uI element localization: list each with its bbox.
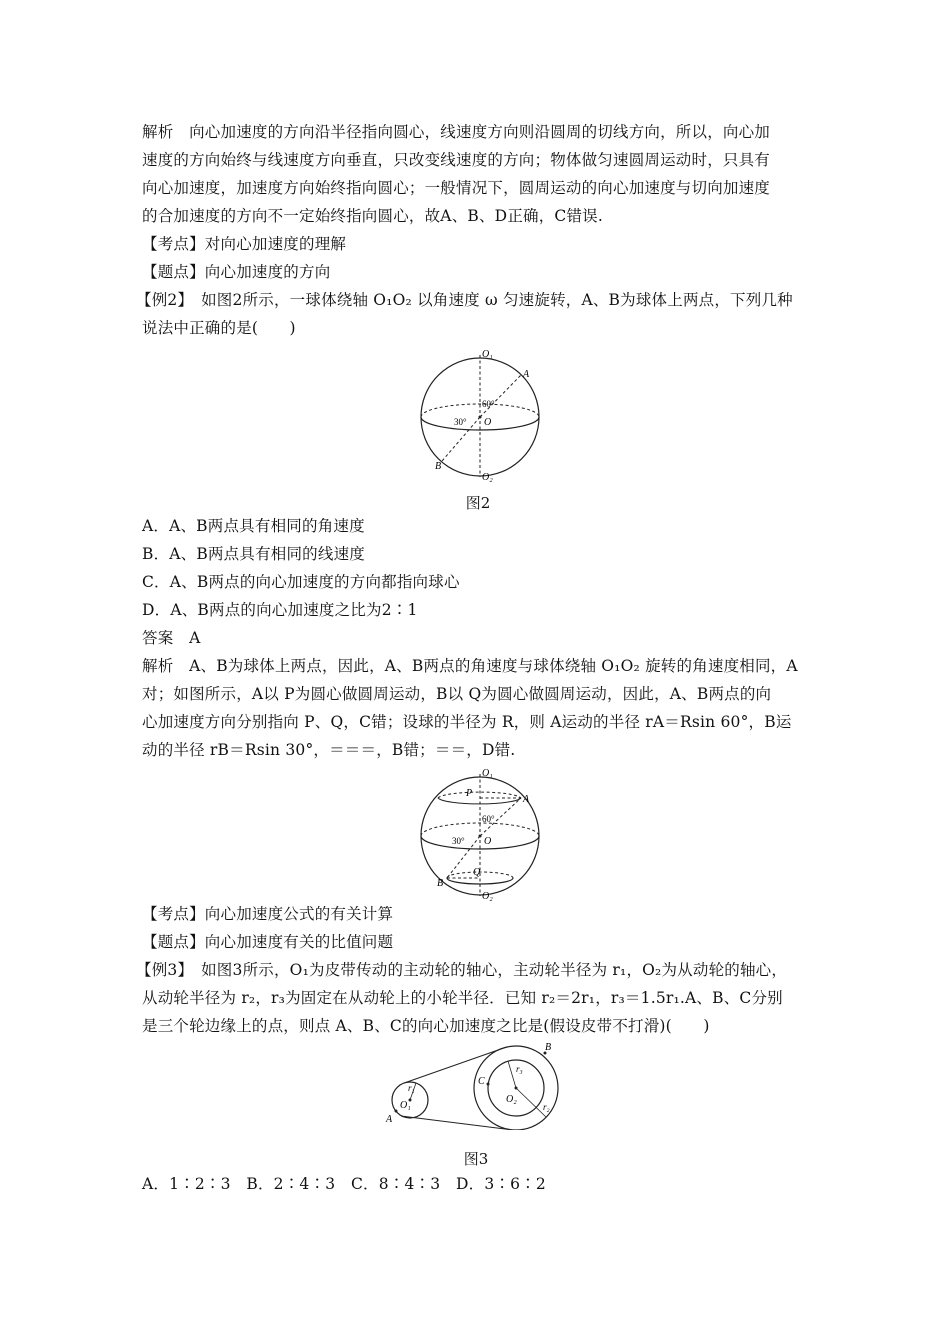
analysis1-line-4: 的合加速度的方向不一定始终指向圆心，故A、B、D正确，C错误. <box>142 207 603 225</box>
analysis1-line-2: 速度的方向始终与线速度方向垂直，只改变线速度的方向；物体做匀速圆周运动时，只具有 <box>142 151 771 169</box>
fig2-label-b: B <box>435 461 442 472</box>
fig2-label-o1: O₁ <box>482 349 493 360</box>
figure-2-analysis-sphere <box>410 764 550 902</box>
example2-answer: 答案 A <box>142 629 201 647</box>
fig2a-label-p: P <box>466 788 473 799</box>
example2-question-line-2: 说法中正确的是( ) <box>142 319 296 337</box>
fig2a-label-q: Q <box>473 867 481 878</box>
example2-analysis-line-2: 对；如图所示，A以 P为圆心做圆周运动，B以 Q为圆心做圆周运动，因此，A、B两点的向 <box>142 685 772 703</box>
figure-2-sphere <box>410 345 550 483</box>
example2-analysis-line-3: 心加速度方向分别指向 P、Q，C错；设球的半径为 R，则 A运动的半径 rA＝Rsin 60°，B运 <box>142 713 792 731</box>
fig2a-label-o: O <box>484 836 492 847</box>
fig3-label-o2: O₂ <box>506 1094 517 1105</box>
example3-options: A．1∶2∶3 B．2∶4∶3 C．8∶4∶3 D．3∶6∶2 <box>142 1175 546 1193</box>
fig3-label-a: A <box>386 1114 393 1125</box>
fig2-label-30deg: 30° <box>454 417 467 427</box>
example2-analysis-line-4: 动的半径 rB＝Rsin 30°，＝＝＝，B错；＝＝，D错. <box>142 741 516 759</box>
example3-question-line-2: 从动轮半径为 r₂，r₃为固定在从动轮上的小轮半径．已知 r₂＝2r₁，r₃＝1.5r₁.A、B、C分别 <box>142 989 783 1007</box>
figure-3-caption: 图3 <box>463 1150 489 1168</box>
analysis1-line-3: 向心加速度，加速度方向始终指向圆心；一般情况下，圆周运动的向心加速度与切向加速度 <box>142 179 771 197</box>
fig2-label-60deg: 60° <box>482 399 495 409</box>
fig2-label-o: O <box>484 417 492 428</box>
tidian-1: 【题点】向心加速度的方向 <box>142 263 331 281</box>
kaodian-2: 【考点】向心加速度公式的有关计算 <box>142 905 394 923</box>
example2-option-a: A．A、B两点具有相同的角速度 <box>142 517 365 535</box>
example3-question-line-3: 是三个轮边缘上的点，则点 A、B、C的向心加速度之比是(假设皮带不打滑)( ) <box>142 1017 710 1035</box>
fig2a-label-60deg: 60° <box>482 814 495 824</box>
fig3-label-o1: O₁ <box>400 1100 411 1111</box>
example2-option-b: B．A、B两点具有相同的线速度 <box>142 545 365 563</box>
fig2a-label-b: B <box>437 878 444 889</box>
figure-3-pulleys <box>380 1040 570 1130</box>
example2-option-c: C．A、B两点的向心加速度的方向都指向球心 <box>142 573 460 591</box>
analysis1-line-1: 解析 向心加速度的方向沿半径指向圆心，线速度方向则沿圆周的切线方向，所以，向心加 <box>142 123 771 141</box>
fig2a-label-a: A <box>523 794 530 805</box>
fig3-label-r1: r₁ <box>408 1083 415 1093</box>
example2-analysis-line-1: 解析 A、B为球体上两点，因此，A、B两点的角速度与球体绕轴 O₁O₂ 旋转的角速度相同，A <box>142 657 798 675</box>
example2-question-line-1: 【例2】 如图2所示，一球体绕轴 O₁O₂ 以角速度 ω 匀速旋转，A、B为球体上两点，下列几种 <box>136 291 793 309</box>
fig2-label-o2: O₂ <box>482 472 493 483</box>
example2-option-d: D．A、B两点的向心加速度之比为2∶1 <box>142 601 418 619</box>
fig2a-label-o2: O₂ <box>482 891 493 902</box>
example3-question-line-1: 【例3】 如图3所示，O₁为皮带传动的主动轮的轴心，主动轮半径为 r₁，O₂为从动轮的轴心， <box>136 961 788 979</box>
fig2-label-a: A <box>523 369 530 380</box>
tidian-2: 【题点】向心加速度有关的比值问题 <box>142 933 394 951</box>
figure-2-caption: 图2 <box>465 494 491 512</box>
fig3-label-b: B <box>545 1042 552 1053</box>
kaodian-1: 【考点】对向心加速度的理解 <box>142 235 347 253</box>
fig2a-label-30deg: 30° <box>452 836 465 846</box>
fig3-label-c: C <box>478 1076 485 1087</box>
fig3-label-r3: r₃ <box>516 1064 523 1074</box>
fig3-label-r2: r₂ <box>543 1102 550 1112</box>
fig2a-label-o1: O₁ <box>482 768 493 779</box>
